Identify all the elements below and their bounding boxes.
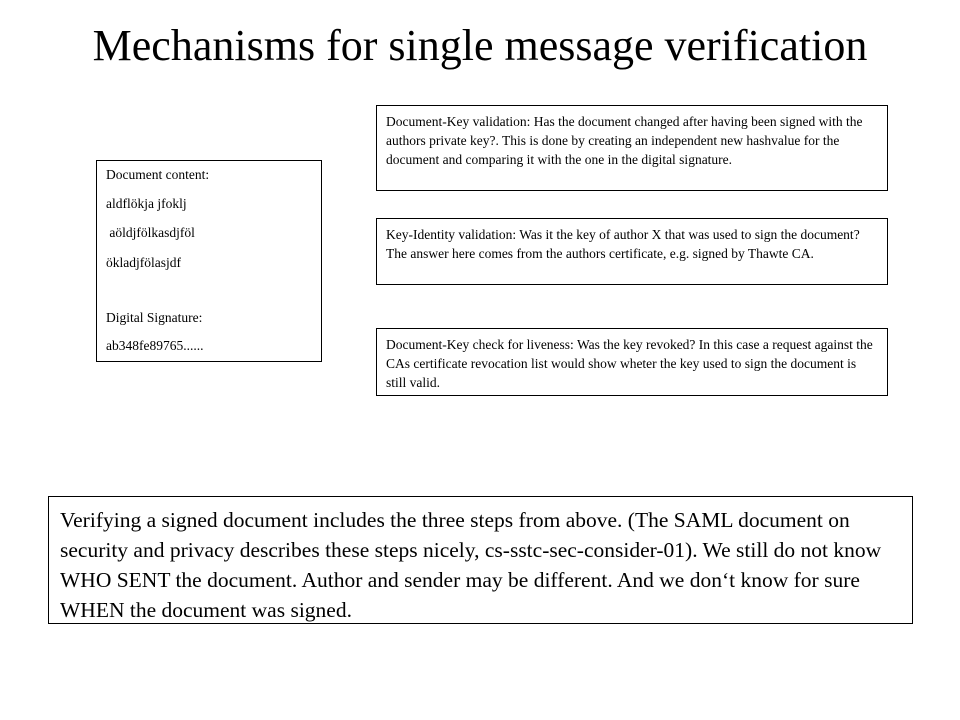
digital-signature-value: ab348fe89765...... bbox=[106, 338, 204, 353]
document-content-line: aöldjfölkasdjföl bbox=[106, 225, 195, 240]
digital-signature-label: Digital Signature: bbox=[106, 310, 203, 325]
key-liveness-check-box: Document-Key check for liveness: Was the key revoked? In this case a request against the CAs certificate revocation list would show wheter the key used to sign the document is still valid. bbox=[376, 328, 888, 396]
document-content-label: Document content: bbox=[106, 167, 210, 182]
slide-title: Mechanisms for single message verification bbox=[92, 21, 868, 70]
document-content-line: ökladjfölasjdf bbox=[106, 255, 181, 270]
key-identity-validation-box: Key-Identity validation: Was it the key of author X that was used to sign the document? The answer here comes from the authors certificate, e.g. signed by Thawte CA. bbox=[376, 218, 888, 285]
document-content-line: aldflökja jfoklj bbox=[106, 196, 187, 211]
document-content-box bbox=[96, 160, 322, 362]
verification-summary-box: Verifying a signed document includes the three steps from above. (The SAML document on security and privacy describes these steps nicely, cs-sstc-sec-consider-01). We still do not know WHO SENT the document. Author and sender may be different. And we don‘t know for sure WHEN the document was signed. bbox=[48, 496, 913, 624]
document-key-validation-box: Document-Key validation: Has the document changed after having been signed with the authors private key?. This is done by creating an independent new hashvalue for the document and comparing it with the one in the digital signature. bbox=[376, 105, 888, 191]
